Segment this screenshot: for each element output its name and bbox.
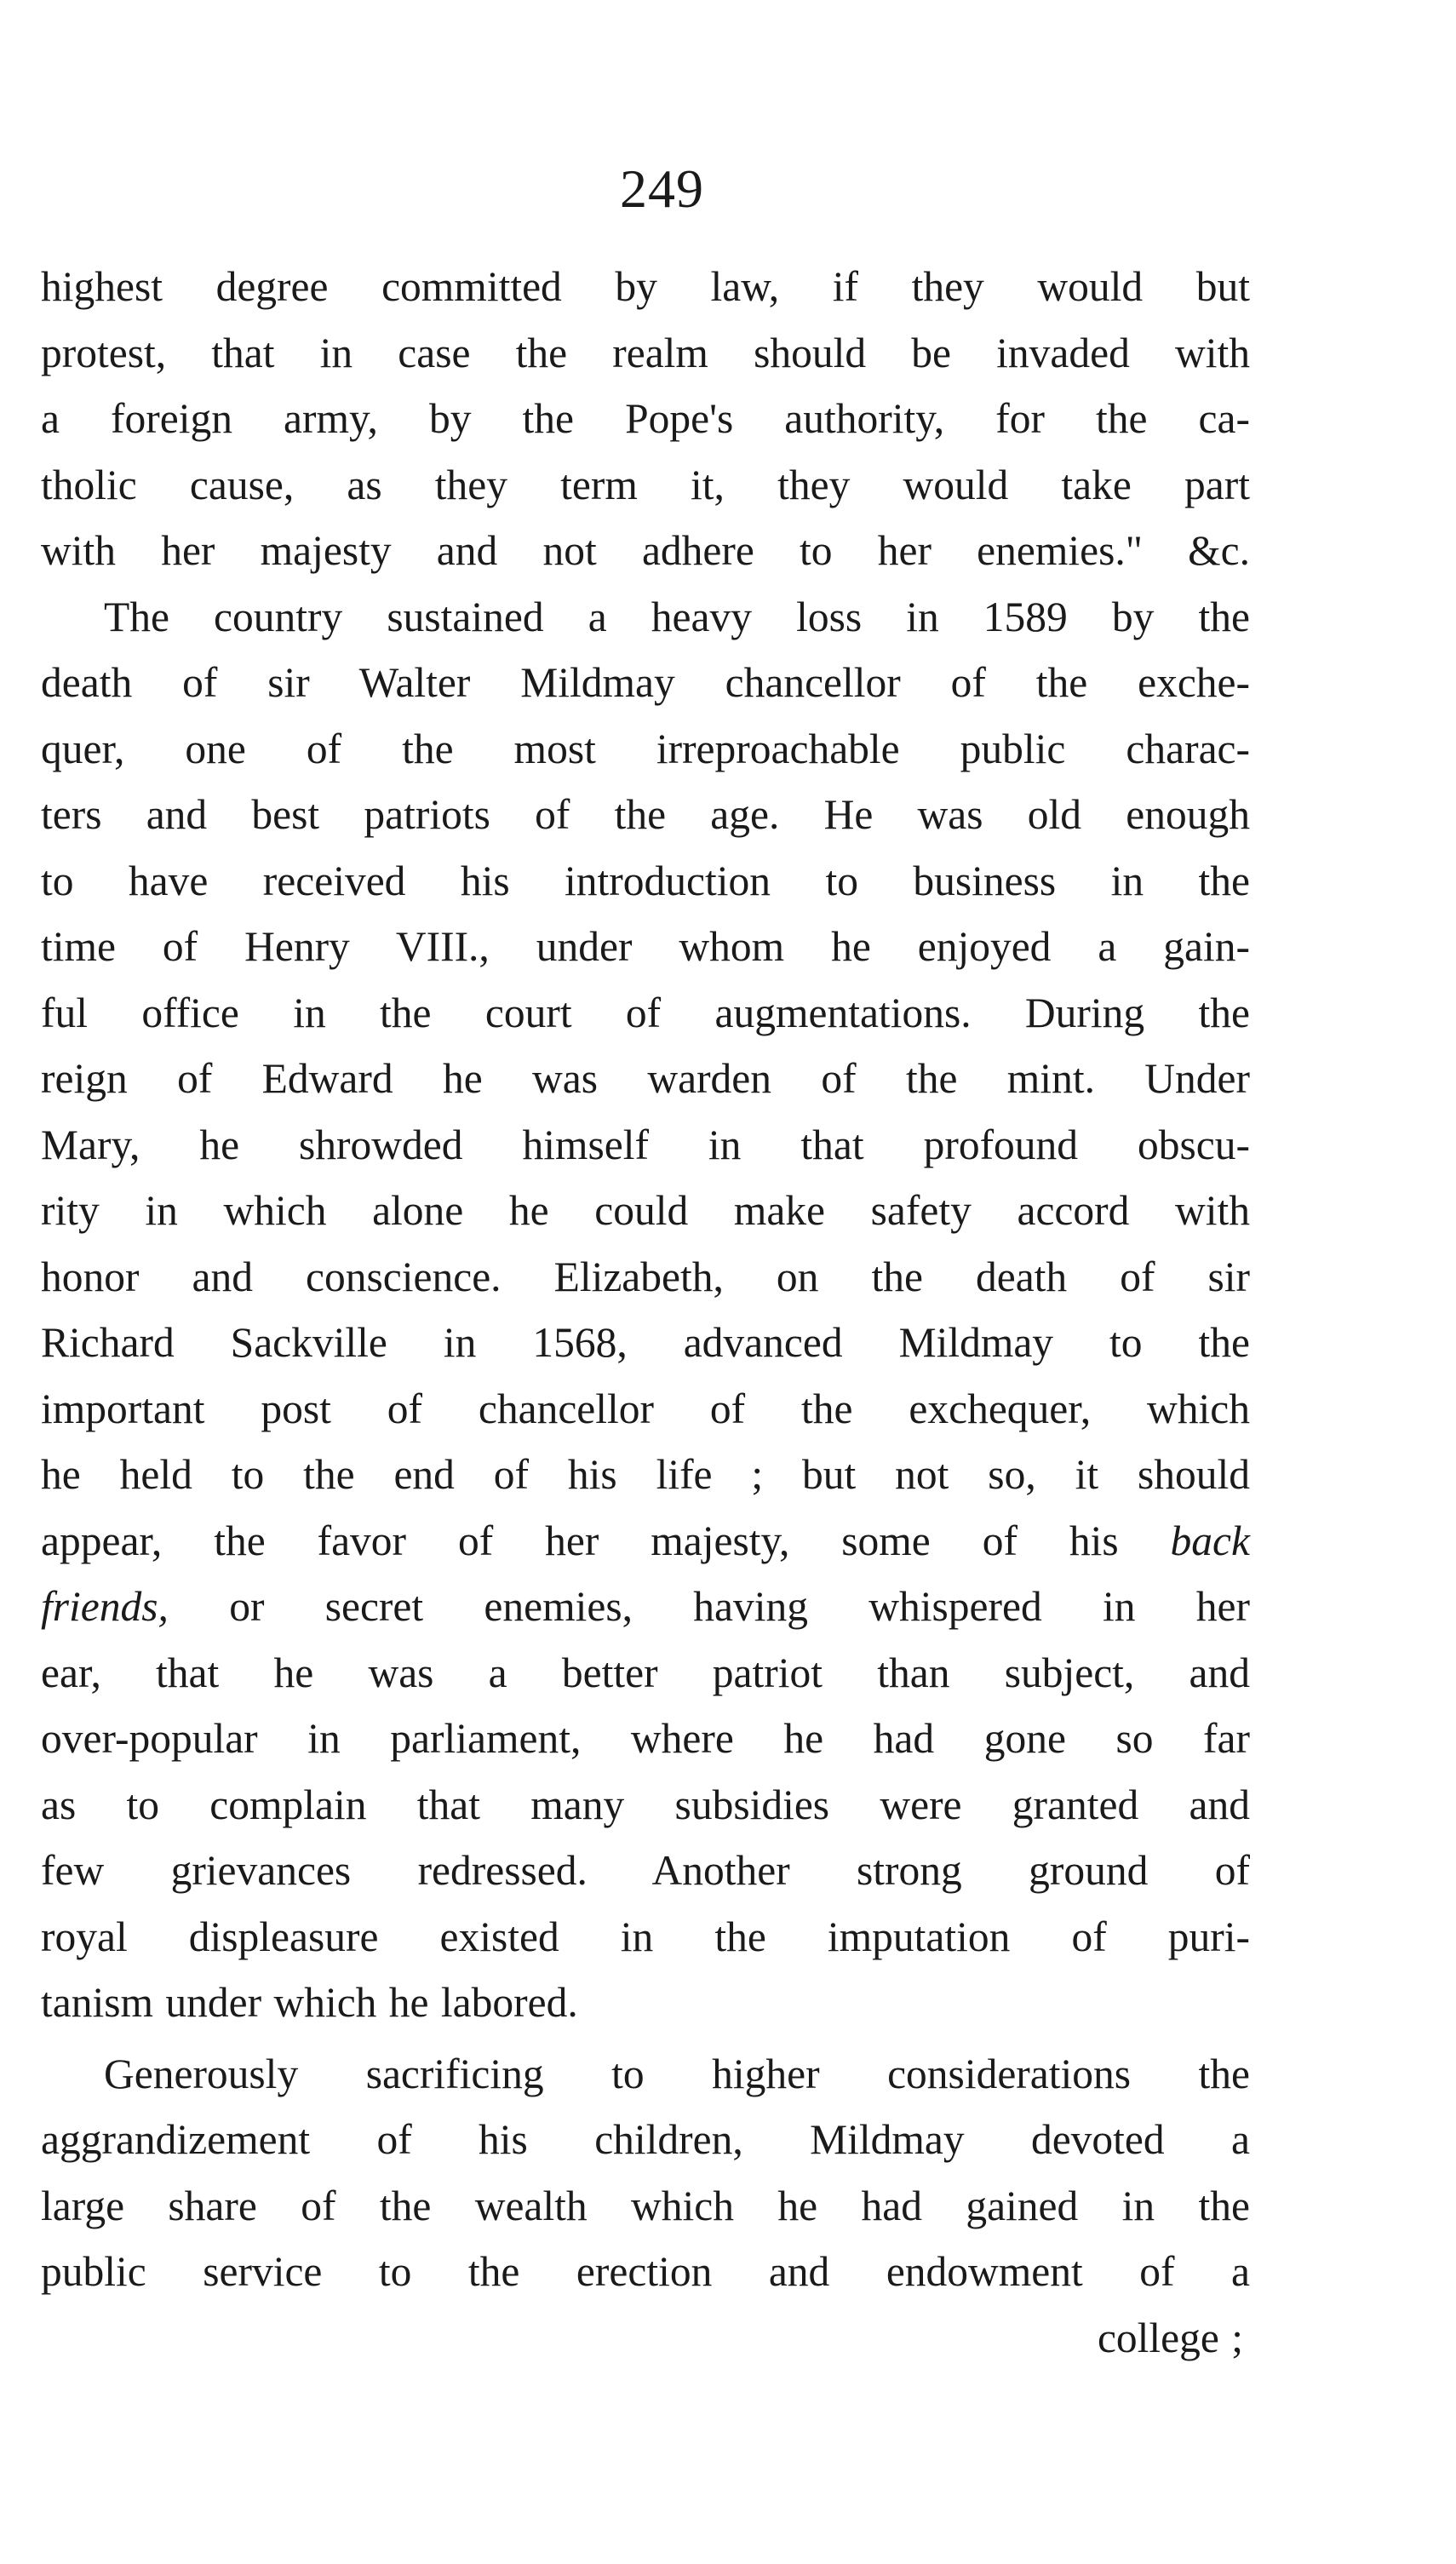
text-line: a foreign army, by the Pope's authority, for the ca- — [41, 395, 1250, 442]
text-line: highest degree committed by law, if they would but — [41, 263, 1250, 310]
text-line: ful office in the court of augmentations. During the — [41, 989, 1250, 1036]
text-line: with her majesty and not adhere to her enemies." &c. — [41, 527, 1250, 574]
text-line: as to complain that many subsidies were granted and — [41, 1781, 1250, 1828]
text-line: over-popular in parliament, where he had gone so far — [41, 1715, 1250, 1762]
text-line: aggrandizement of his children, Mildmay devoted a — [41, 2116, 1250, 2163]
text-line: rity in which alone he could make safety accord with — [41, 1187, 1250, 1234]
catchword: college ; — [1097, 2314, 1243, 2361]
text-line: tholic cause, as they term it, they would take part — [41, 461, 1250, 508]
text-line: to have received his introduction to business in the — [41, 857, 1250, 904]
paragraph-end-line: tanism under which he labored. — [41, 1979, 578, 2026]
text-line: time of Henry VIII., under whom he enjoyed a gain- — [41, 923, 1250, 970]
text-line: reign of Edward he was warden of the mint. Under — [41, 1055, 1250, 1102]
text-line: important post of chancellor of the exchequer, which — [41, 1385, 1250, 1432]
text-line: few grievances redressed. Another strong ground of — [41, 1847, 1250, 1894]
paragraph-start-line: The country sustained a heavy loss in 1589 by the — [104, 593, 1250, 640]
text-line: honor and conscience. Elizabeth, on the death of sir — [41, 1253, 1250, 1300]
text-line: quer, one of the most irreproachable public charac- — [41, 725, 1250, 772]
body-text — [41, 254, 1250, 2371]
text-line-with-italic — [41, 1508, 1250, 1575]
text-line: Mary, he shrowded himself in that profound obscu- — [41, 1121, 1250, 1168]
text-segment: appear, the favor of her majesty, some of his — [41, 1517, 1119, 1564]
text-line: Richard Sackville in 1568, advanced Mildmay to the — [41, 1319, 1250, 1366]
text-line-with-italic — [41, 1574, 1250, 1640]
paragraph-start-line: Generously sacrificing to higher considerations the — [104, 2050, 1250, 2097]
text-line: ear, that he was a better patriot than subject, and — [41, 1649, 1250, 1696]
text-line: royal displeasure existed in the imputation of puri- — [41, 1913, 1250, 1960]
italic-text: back — [1170, 1517, 1250, 1564]
page-number: 249 — [620, 158, 704, 219]
text-segment: or secret enemies, having whispered in her — [229, 1583, 1250, 1630]
text-line: he held to the end of his life ; but not so, it should — [41, 1451, 1250, 1498]
text-line: protest, that in case the realm should be invaded with — [41, 329, 1250, 376]
text-line: ters and best patriots of the age. He was old enough — [41, 791, 1250, 838]
text-line: public service to the erection and endowment of a — [41, 2248, 1250, 2295]
text-line: death of sir Walter Mildmay chancellor of the exche- — [41, 659, 1250, 706]
italic-text: friends, — [41, 1583, 169, 1630]
text-line: large share of the wealth which he had gained in the — [41, 2182, 1250, 2229]
